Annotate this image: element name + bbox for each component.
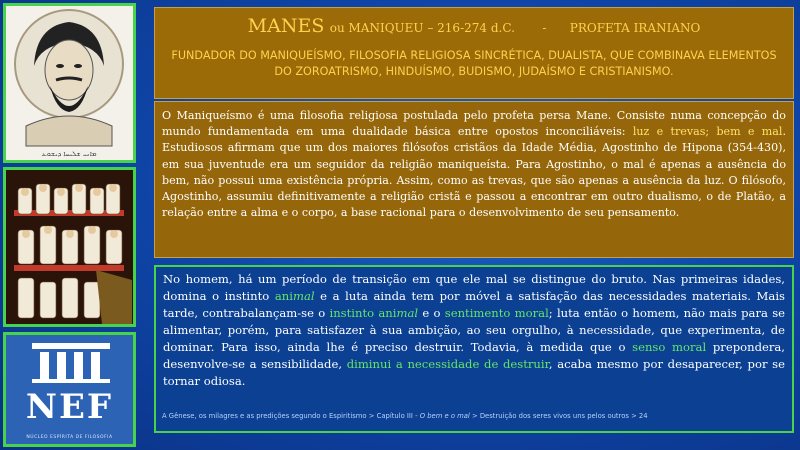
highlight-diminish: diminui a necessidade de destruir (346, 357, 549, 371)
highlight-moral-sense: senso moral (632, 340, 707, 354)
source-reference (162, 408, 648, 425)
quote-text: prepondera, desenvolve-se a sensibilidade, (163, 340, 785, 371)
reference-text: A Gênese, os milagres e as predições segundo o Espiritismo > Capítulo III - (162, 412, 420, 420)
manichaeism-text-box (154, 101, 794, 258)
person-alias: ou MANIQUEU – 216-274 d.C. (329, 21, 515, 35)
quote-text: e a luta ainda tem por móvel a satisfação das necessidades materiais. Mais tarde, contrabalançam-se o (163, 289, 785, 320)
person-name: MANES (247, 15, 325, 37)
person-role: PROFETA IRANIANO (569, 21, 701, 35)
header-box (154, 7, 794, 99)
quote-text: e o (418, 306, 445, 320)
highlight-animal-italic: mal (292, 289, 315, 303)
highlight-dualities: luz e trevas; bem e mal (632, 125, 783, 139)
reference-italic: O bem e o mal (419, 412, 470, 420)
reference-text: > Destruição dos seres vivos uns pelos outros > 24 (469, 412, 648, 420)
logo-text: NEF (25, 387, 114, 427)
manichaean-scribes-painting (3, 167, 136, 327)
title-separator: - (542, 21, 547, 35)
logo-subtext: NÚCLEO ESPÍRITA DE FILOSOFIA (26, 435, 113, 440)
highlight-moral-sentiment: sentimento moral (444, 306, 549, 320)
header-title (155, 14, 793, 40)
portrait-caption: ܡܐܢܝ ܫܠܝܚܐ ܕܝܫܘܥ (41, 150, 97, 158)
nef-logo (3, 332, 136, 447)
highlight-animal-instinct-italic: mal (396, 306, 419, 320)
paragraph-text: . Estudiosos afirmam que um dos maiores filósofos cristãos da Idade Média, Agostinho de Hipona (354-430), em sua juventude era um seguidor da religião maniqueísta. Para Agostinho, o mal é apenas a ausência do bem, não possui uma existência própria. Assim, como as trevas, que são apenas a ausência da luz. O filósofo, Agostinho, assumiu definitivamente a religião cristã e passou a encontrar em outro dualismo, o de Platão, a relação entre a alma e o corpo, a base racional para o desenvolvimento de seu pensamento. (162, 125, 786, 220)
header-subtitle: FUNDADOR DO MANIQUEÍSMO, FILOSOFIA RELIGIOSA SINCRÉTICA, DUALISTA, QUE COMBINAVA ELEMENTOS DO ZOROATRISMO, HINDUÍSMO, BUDISMO, JUDAÍSMO E CRISTIANISMO. (171, 49, 777, 78)
quote-text: No homem, há um período de transição em que ele mal se distingue do bruto. Nas primeiras idades, domina o instinto (163, 272, 785, 303)
quote-text-box (154, 265, 794, 433)
paragraph-text: O Maniqueísmo é uma filosofia religiosa postulada pelo profeta persa Mane. Consiste numa concepção do mundo fundamentada em uma dualidade básica entre opostos inconciliáveis: (162, 109, 786, 139)
quote-text: , acaba mesmo por desaparecer, por se tornar odiosa. (163, 357, 785, 388)
quote-text: ; luta então o homem, não mais para se alimentar, porém, para satisfazer à sua ambição, ao seu orgulho, à necessidade, que experimenta, de dominar. Para isso, ainda lhe é preciso destruir. Todavia, à medida que o (163, 306, 786, 354)
mani-portrait-image (3, 3, 136, 163)
highlight-animal: ani (274, 289, 293, 303)
highlight-animal-instinct: instinto ani (329, 306, 397, 320)
